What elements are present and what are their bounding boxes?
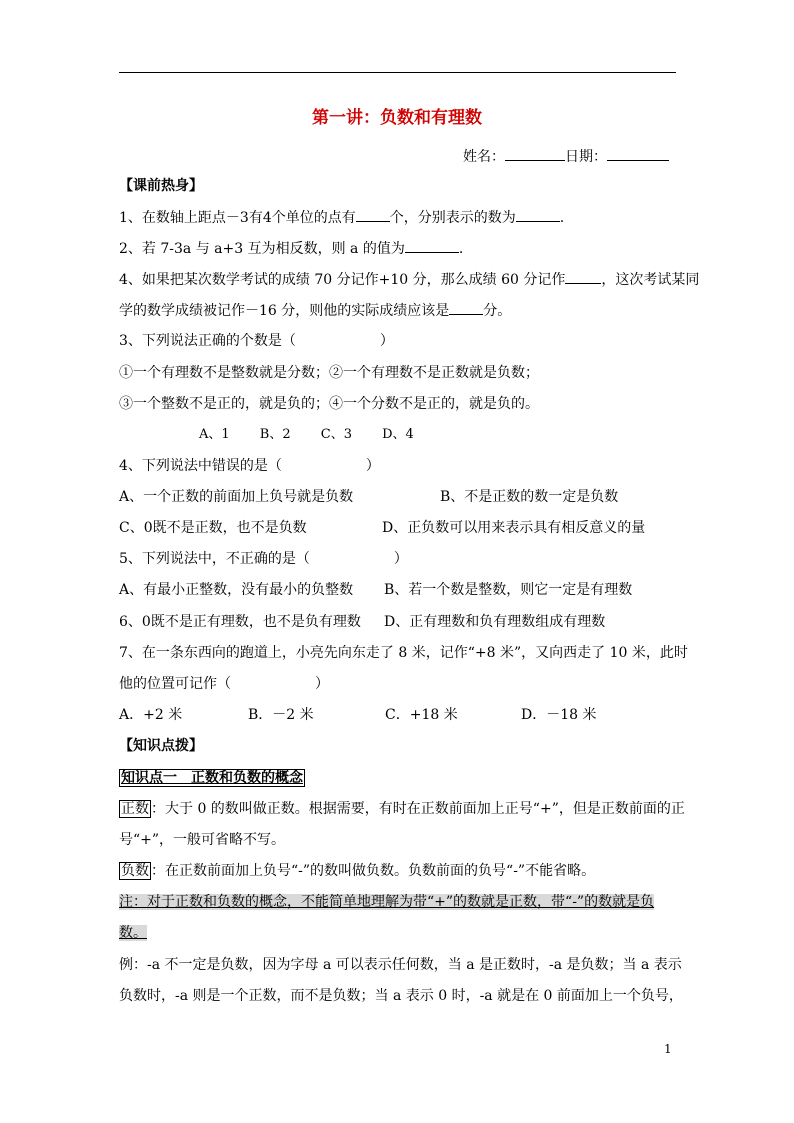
negative-term: 负数 [121,863,149,879]
question-7-line-1: 7、在一条东西向的跑道上，小亮先向东走了 8 米，记作“+8 米”，又向西走了 10 米，此时 [119,645,688,661]
question-3: 3、下列说法正确的个数是（ ） [119,333,394,349]
question-7-option-b: B．－2 米 [248,707,314,723]
page-number: 1 [664,1042,672,1056]
positive-definition-line-1: 正数 ：大于 0 的数叫做正数。根据需要，有时在正数前面加上正号“+”，但是正数前面的正 [121,801,685,817]
name-date-line [463,146,669,167]
positive-definition-line-2: 号“+”，一般可省略不写。 [119,832,286,848]
section-warmup: 【课前热身】 [119,178,203,194]
question-5-option-b: B、若一个数是整数，则它一定是有理数 [384,582,633,598]
date-label: 日期： [565,149,607,165]
question-5: 5、下列说法中，不正确的是（ ） [119,551,408,567]
note-line-2: 数。 [119,925,147,941]
question-5-option-a: A、有最小正整数，没有最小的负整数 [119,582,354,598]
question-3-statements-1: ①一个有理数不是整数就是分数；②一个有理数不是正数就是负数； [119,365,539,381]
question-4-line-1: 4、如果把某次数学考试的成绩 70 分记作+10 分，那么成绩 60 分记作 ，这次考试某同 [119,269,699,290]
example-line-1: 例：-a 不一定是负数，因为字母 a 可以表示任何数，当 a 是正数时，-a 是负数；当 a 表示 [119,957,682,973]
header-rule [119,72,676,73]
question-2: 2、若 7-3a 与 a+3 互为相反数，则 a 的值为 . [119,238,463,259]
note-line-1: 注：对于正数和负数的概念，不能简单地理解为带“+”的数就是正数，带“-”的数就是负 [119,894,655,910]
date-blank [607,146,669,161]
page-title: 第一讲：负数和有理数 [312,108,482,128]
question-7-option-c: C．+18 米 [385,707,458,723]
question-4-option-a: A、一个正数的前面加上负号就是负数 [119,489,354,505]
question-4: 4、下列说法中错误的是（ ） [119,458,380,474]
knowledge-point-1-heading: 知识点一 正数和负数的概念 [121,770,303,786]
question-6-option-a: 6、0既不是正有理数，也不是负有理数 [119,614,361,630]
question-3-options: A、1 B、2 C、3 D、4 [199,427,414,442]
question-7-option-a: A．+2 米 [119,707,183,723]
question-4-option-c: C、0既不是正数，也不是负数 [119,520,307,536]
question-3-statements-2: ③一个整数不是正的，就是负的；④一个分数不是正的，就是负的。 [119,396,539,412]
question-7-option-d: D．－18 米 [521,707,597,723]
question-6-option-d: D、正有理数和负有理数组成有理数 [384,614,606,630]
name-label: 姓名： [463,149,505,165]
example-line-2: 负数时，-a 则是一个正数，而不是负数；当 a 表示 0 时，-a 就是在 0 前面加上一个负号， [119,988,683,1004]
name-blank [505,146,565,161]
positive-term: 正数 [121,801,149,817]
question-1: 1、在数轴上距点－3有4个单位的点有 个，分别表示的数为 . [119,207,564,228]
question-4-line-2: 学的数学成绩被记作－16 分，则他的实际成绩应该是 分。 [119,300,511,321]
negative-definition: 负数 ：在正数前面加上负号“-”的数叫做负数。负数前面的负号“-”不能省略。 [121,863,596,879]
question-4-option-b: B、不是正数的数一定是负数 [440,489,619,505]
question-7-line-2: 他的位置可记作（ ） [119,676,329,692]
question-4-option-d: D、正负数可以用来表示具有相反意义的量 [382,520,646,536]
section-knowledge: 【知识点拨】 [119,738,203,754]
